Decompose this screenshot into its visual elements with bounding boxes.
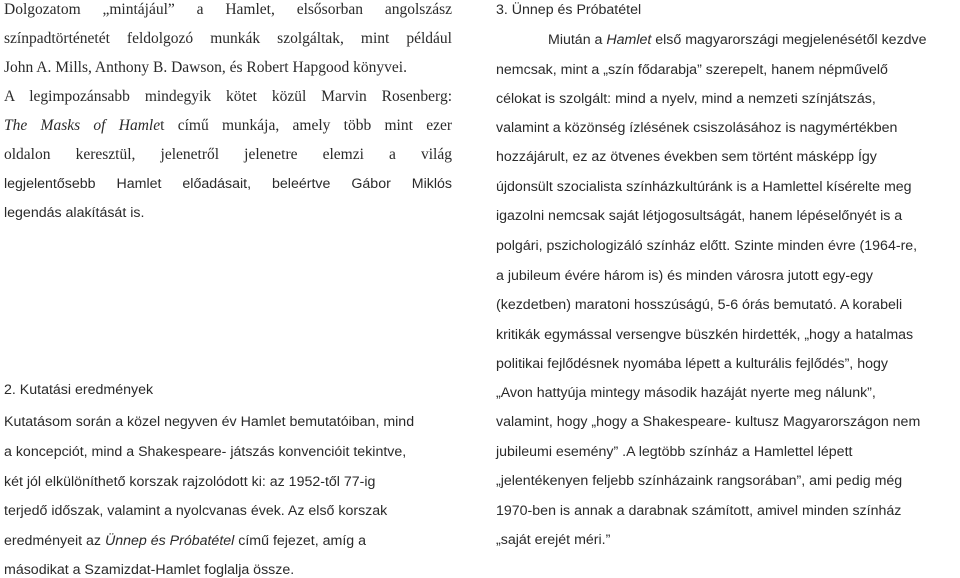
- section3-line-14: jubileumi esemény” .A legtöbb színház a Hamlettel lépett: [496, 444, 853, 460]
- section3-line-4: hozzájárult, ez az ötvenes években sem történt másképp Így: [496, 149, 877, 165]
- intro-line-4: A legimpozánsabb mindegyik kötet közül Marvin Rosenberg:: [4, 88, 452, 105]
- section3-line-8: a jubileum évére három is) és minden városra jutott egy-egy: [496, 268, 873, 284]
- section3-line-9: (kezdetben) maratoni hosszúságú, 5-6 órás bemutató. A korabeli: [496, 297, 903, 313]
- section3-line-6: igazolni nemcsak saját létjogosultságát, hanem lépéselőnyét is a: [496, 208, 903, 224]
- rest-line-3: legendás alakítását is.: [4, 205, 145, 221]
- intro-line-3: John A. Mills, Anthony B. Dawson, és Robert Hapgood könyvei.: [4, 59, 407, 76]
- section3-line-17: „saját erejét méri.”: [496, 532, 611, 548]
- chapter-title: Ünnep és Próbatétel: [104, 533, 235, 549]
- intro-line-1: Dolgozatom „mintájául” a Hamlet, elsősorban angolszász: [4, 1, 452, 18]
- section3-line-12: „Avon hattyúja mintegy második hazáját nyerte meg nálunk”,: [496, 385, 876, 401]
- section3-line-11: politikai fejlődésnek nyomába lépett a kulturális fejlődés”, hogy: [496, 356, 888, 372]
- rest-line-1: oldalon keresztül, jelenetről jelenetre elemzi a világ: [4, 146, 452, 163]
- section2-line-1: Kutatásom során a közel negyven év Hamlet bemutatóiban, mind: [4, 414, 415, 430]
- section2-line-4: terjedő időszak, valamint a nyolcvanas évek. Az első korszak: [4, 503, 388, 519]
- masks-line: [4, 116, 452, 136]
- hamlet-italic: Hamlet: [606, 32, 652, 48]
- book-title-part-b: Masks of Hamle: [40, 117, 161, 134]
- section3-line-13: valamint, hogy „hogy a Shakespeare- kultusz Magyarországon nem: [496, 414, 921, 430]
- section2-italic-line: eredményeit az Ünnep és Próbatétel című fejezet, amíg a: [4, 533, 366, 549]
- section2-line-3: két jól elkülöníthető korszak rajzolódott ki: az 1952-től 77-ig: [4, 474, 376, 490]
- section3-line-2: célokat is szolgált: mind a nyelv, mind a nemzeti színjátszás,: [496, 91, 876, 107]
- section3-line-7: polgári, pszichologizáló színház előtt. Szinte minden évre (1964-re,: [496, 238, 918, 254]
- book-title-part-a: The: [4, 117, 28, 134]
- masks-line-rest: t című munkája, amely több mint ezer: [160, 117, 453, 134]
- section3-line-15: „jelentékenyen feljebb színházaink rangsorában”, ami pedig még: [496, 473, 903, 489]
- section2-last-line: másodikat a Szamizdat-Hamlet foglalja össze.: [4, 562, 295, 578]
- rest-line-2: legjelentősebb Hamlet előadásait, beleértve Gábor Miklós: [4, 176, 452, 192]
- section3-line-5: újdonsült szocialista színházkultúránk is a Hamlettel kísérelte meg: [496, 179, 912, 195]
- section2-line-2: a koncepciót, mind a Shakespeare- játszás konvencióit tekintve,: [4, 444, 407, 460]
- section3-line-1: nemcsak, mint a „szín fődarabja” szerepelt, hanem népművelő: [496, 62, 888, 78]
- section3-first-line: Miután a Hamlet első magyarországi megjelenésétől kezdve: [548, 32, 927, 48]
- section3-line-3: valamint a közönség ízlésének csiszolásához is nagymértékben: [496, 120, 898, 136]
- section3-line-16: 1970-ben is annak a darabnak számított, amivel minden színház: [496, 503, 902, 519]
- section3-line-10: kritikák egymással versengve büszkén hirdették, „hogy a hatalmas: [496, 327, 914, 343]
- section2-heading: 2. Kutatási eredmények: [4, 382, 154, 398]
- section3-heading: 3. Ünnep és Próbatétel: [496, 2, 642, 18]
- intro-line-2: színpadtörténetét feldolgozó munkák szolgáltak, mint például: [4, 30, 452, 47]
